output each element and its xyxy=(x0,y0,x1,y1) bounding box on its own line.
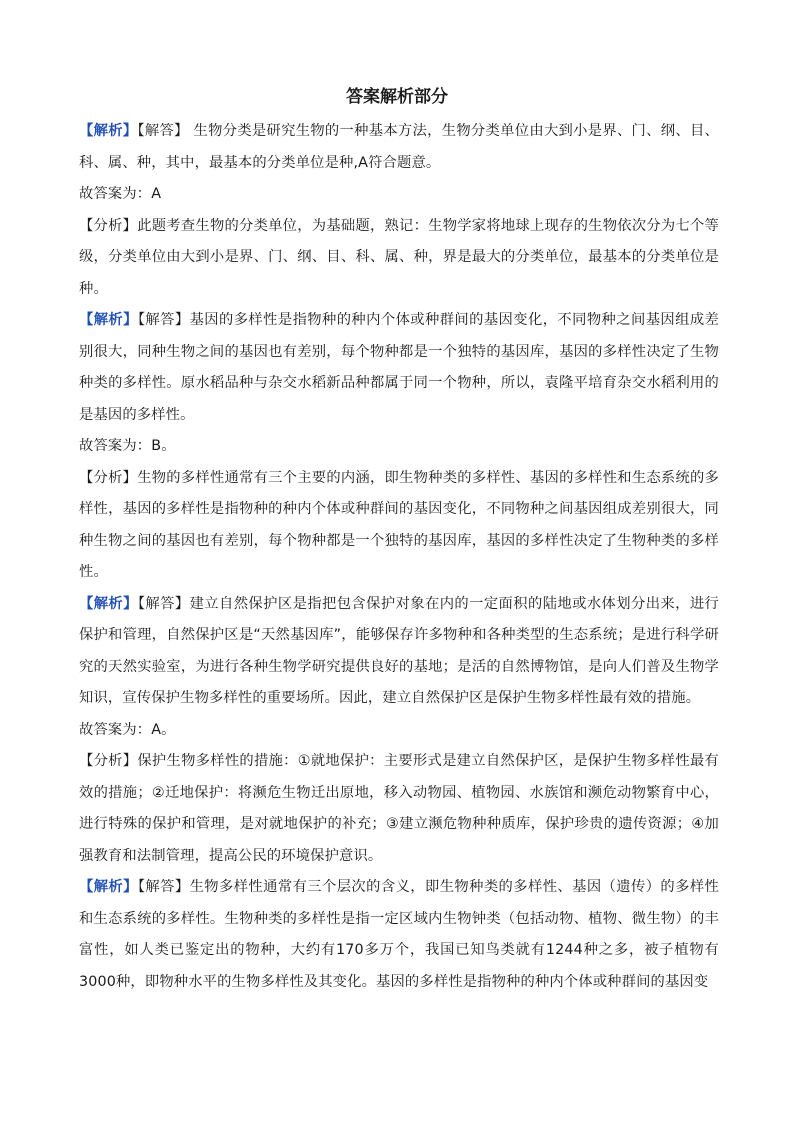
analysis-paragraph xyxy=(79,305,719,431)
answer-line xyxy=(79,431,719,463)
paragraph-text: 故答案为：A。 xyxy=(79,721,176,738)
paragraph-text: 生物的多样性通常有三个主要的内涵，即生物种类的多样性、基因的多样性和生态系统的多样性，基因的多样性是指物种的种内个体或种群间的基因变化，不同物种之间基因组成差别很大，同种生物之间的基因也有差别，每个物种都是一个独特的基因库，基因的多样性决定了生物种类的多样性。 xyxy=(79,469,719,580)
page-title: 答案解析部分 xyxy=(346,87,448,107)
paragraph-text: 建立自然保护区是指把包含保护对象在内的一定面积的陆地或水体划分出来，进行保护和管理，自然保护区是“天然基因库”，能够保存许多物种和各种类型的生态系统；是进行科学研究的天然实验室，为进行各种生物学研究提供良好的基地；是活的自然博物馆，是向人们普及生物学知识，宣传保护生物多样性的重要场所。因此，建立自然保护区是保护生物多样性最有效的措施。 xyxy=(79,595,719,706)
answer-line xyxy=(79,179,719,211)
fenxi-paragraph xyxy=(79,211,719,306)
paragraph-text: 故答案为：A xyxy=(79,186,162,202)
answer-blocks xyxy=(79,116,719,998)
answer-tag: 【解答】 xyxy=(137,123,189,139)
section-tag: 【解析】 xyxy=(79,595,138,612)
section-tag: 【解析】 xyxy=(79,123,138,139)
paragraph-text: 生物多样性通常有三个层次的含义，即生物种类的多样性、基因（遗传）的多样性和生态系统的多样性。生物种类的多样性是指一定区域内生物钟类（包括动物、植物、微生物）的丰富性，如人类已鉴定出的物种，大约有170多万个，我国已知鸟类就有1244种之多，被子植物有3000种，即物种水平的生物多样性及其变化。基因的多样性是指物种的种内个体或种群间的基因变 xyxy=(79,879,719,990)
answer-line xyxy=(79,715,719,747)
paragraph-text: 此题考查生物的分类单位，为基础题，熟记：生物学家将地球上现存的生物依次分为七个等级，分类单位由大到小是界、门、纲、目、科、属、种，界是最大的分类单位，最基本的分类单位是种。 xyxy=(79,217,719,297)
section-tag: 【解析】 xyxy=(79,312,138,328)
paragraph-text: 故答案为：B。 xyxy=(79,438,176,454)
section-tag: 【解析】 xyxy=(79,879,138,895)
fenxi-paragraph xyxy=(79,463,719,589)
answer-tag: 【解答】 xyxy=(137,879,190,895)
analysis-paragraph xyxy=(79,116,719,179)
section-tag: 【分析】 xyxy=(79,217,138,234)
fenxi-paragraph xyxy=(79,746,719,872)
paragraph-text: 保护生物多样性的措施：①就地保护：主要形式是建立自然保护区，是保护生物多样性最有效的措施；②迁地保护：将濒危生物迁出原地，移入动物园、植物园、水族馆和濒危动物繁育中心，进行特殊的保护和管理，是对就地保护的补充；③建立濒危物种种质库，保护珍贵的遗传资源；④加强教育和法制管理，提高公民的环境保护意识。 xyxy=(79,753,719,864)
analysis-paragraph xyxy=(79,589,719,715)
answer-tag: 【解答】 xyxy=(137,595,190,612)
section-tag: 【分析】 xyxy=(79,753,138,769)
answer-tag: 【解答】 xyxy=(137,312,190,328)
paragraph-text: 基因的多样性是指物种的种内个体或种群间的基因变化，不同物种之间基因组成差别很大，同种生物之间的基因也有差别，每个物种都是一个独特的基因库，基因的多样性决定了生物种类的多样性。原水稻品种与杂交水稻新品种都属于同一个物种，所以，袁隆平培育杂交水稻利用的是基因的多样性。 xyxy=(79,312,719,423)
section-tag: 【分析】 xyxy=(79,469,138,486)
analysis-paragraph xyxy=(79,872,719,998)
paragraph-text: 生物分类是研究生物的一种基本方法，生物分类单位由大到小是界、门、纲、目、科、属、种，其中，最基本的分类单位是种,A符合题意。 xyxy=(79,123,719,171)
